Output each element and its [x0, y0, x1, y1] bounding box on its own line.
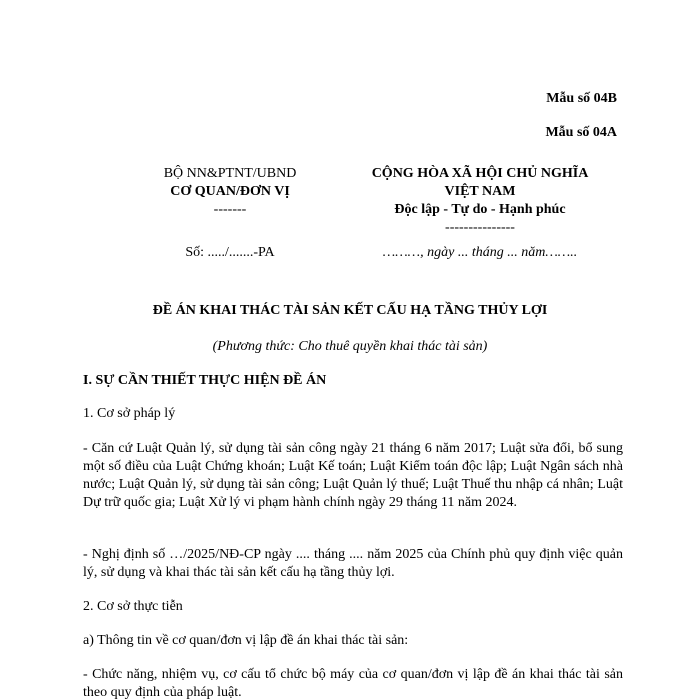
country-name-line2: VIỆT NAM [444, 184, 516, 199]
country-name-line1: CỘNG HÒA XÃ HỘI CHỦ NGHĨA [371, 166, 589, 181]
subsection-practical-basis: 2. Cơ sở thực tiễn [83, 599, 183, 614]
document-subtitle: (Phương thức: Cho thuê quyền khai thác tài sản) [212, 339, 488, 354]
section-1-title: I. SỰ CẦN THIẾT THỰC HIỆN ĐỀ ÁN [83, 373, 327, 388]
date-line: ………, ngày ... tháng ... năm…….. [382, 245, 578, 260]
document-number: Số: ...../.......-PA [185, 245, 275, 260]
agency-header [120, 165, 340, 219]
national-header [345, 165, 615, 237]
paragraph-decree: - Nghị định số …/2025/NĐ-CP ngày .... tháng .... năm 2025 của Chính phủ quy định việc quản lý, sử dụng và khai thác tài sản kết cấu hạ tầng thủy lợi. [83, 547, 623, 580]
motto-divider: --------------- [445, 220, 515, 235]
item-a-agency-info: a) Thông tin về cơ quan/đơn vị lập đề án khai thác tài sản: [83, 633, 409, 648]
agency-name: CƠ QUAN/ĐƠN VỊ [170, 184, 290, 199]
form-number-04b: Mẫu số 04B [546, 91, 617, 106]
paragraph-legal-laws: - Căn cứ Luật Quản lý, sử dụng tài sản công ngày 21 tháng 6 năm 2017; Luật sửa đổi, bổ sung một số điều của Luật Chứng khoán; Luật Kế toán; Luật Kiểm toán độc lập; Luật Ngân sách nhà nước; Luật Quản lý, sử dụng tài sản công; Luật Quản lý thuế; Luật Thuế thu nhập cá nhân; Luật Dự trữ quốc gia; Luật Xử lý vi phạm hành chính ngày 29 tháng 11 năm 2024. [83, 441, 623, 510]
paragraph-functions: - Chức năng, nhiệm vụ, cơ cấu tổ chức bộ máy của cơ quan/đơn vị lập đề án khai thác tài sản theo quy định của pháp luật. [83, 667, 623, 700]
national-motto: Độc lập - Tự do - Hạnh phúc [394, 202, 566, 217]
agency-divider: ------- [213, 202, 247, 217]
form-number-04a: Mẫu số 04A [545, 125, 617, 140]
document-title: ĐỀ ÁN KHAI THÁC TÀI SẢN KẾT CẤU HẠ TẦNG THỦY LỢI [152, 303, 548, 318]
subsection-legal-basis: 1. Cơ sở pháp lý [83, 406, 176, 421]
ministry-name: BỘ NN&PTNT/UBND [163, 166, 297, 181]
